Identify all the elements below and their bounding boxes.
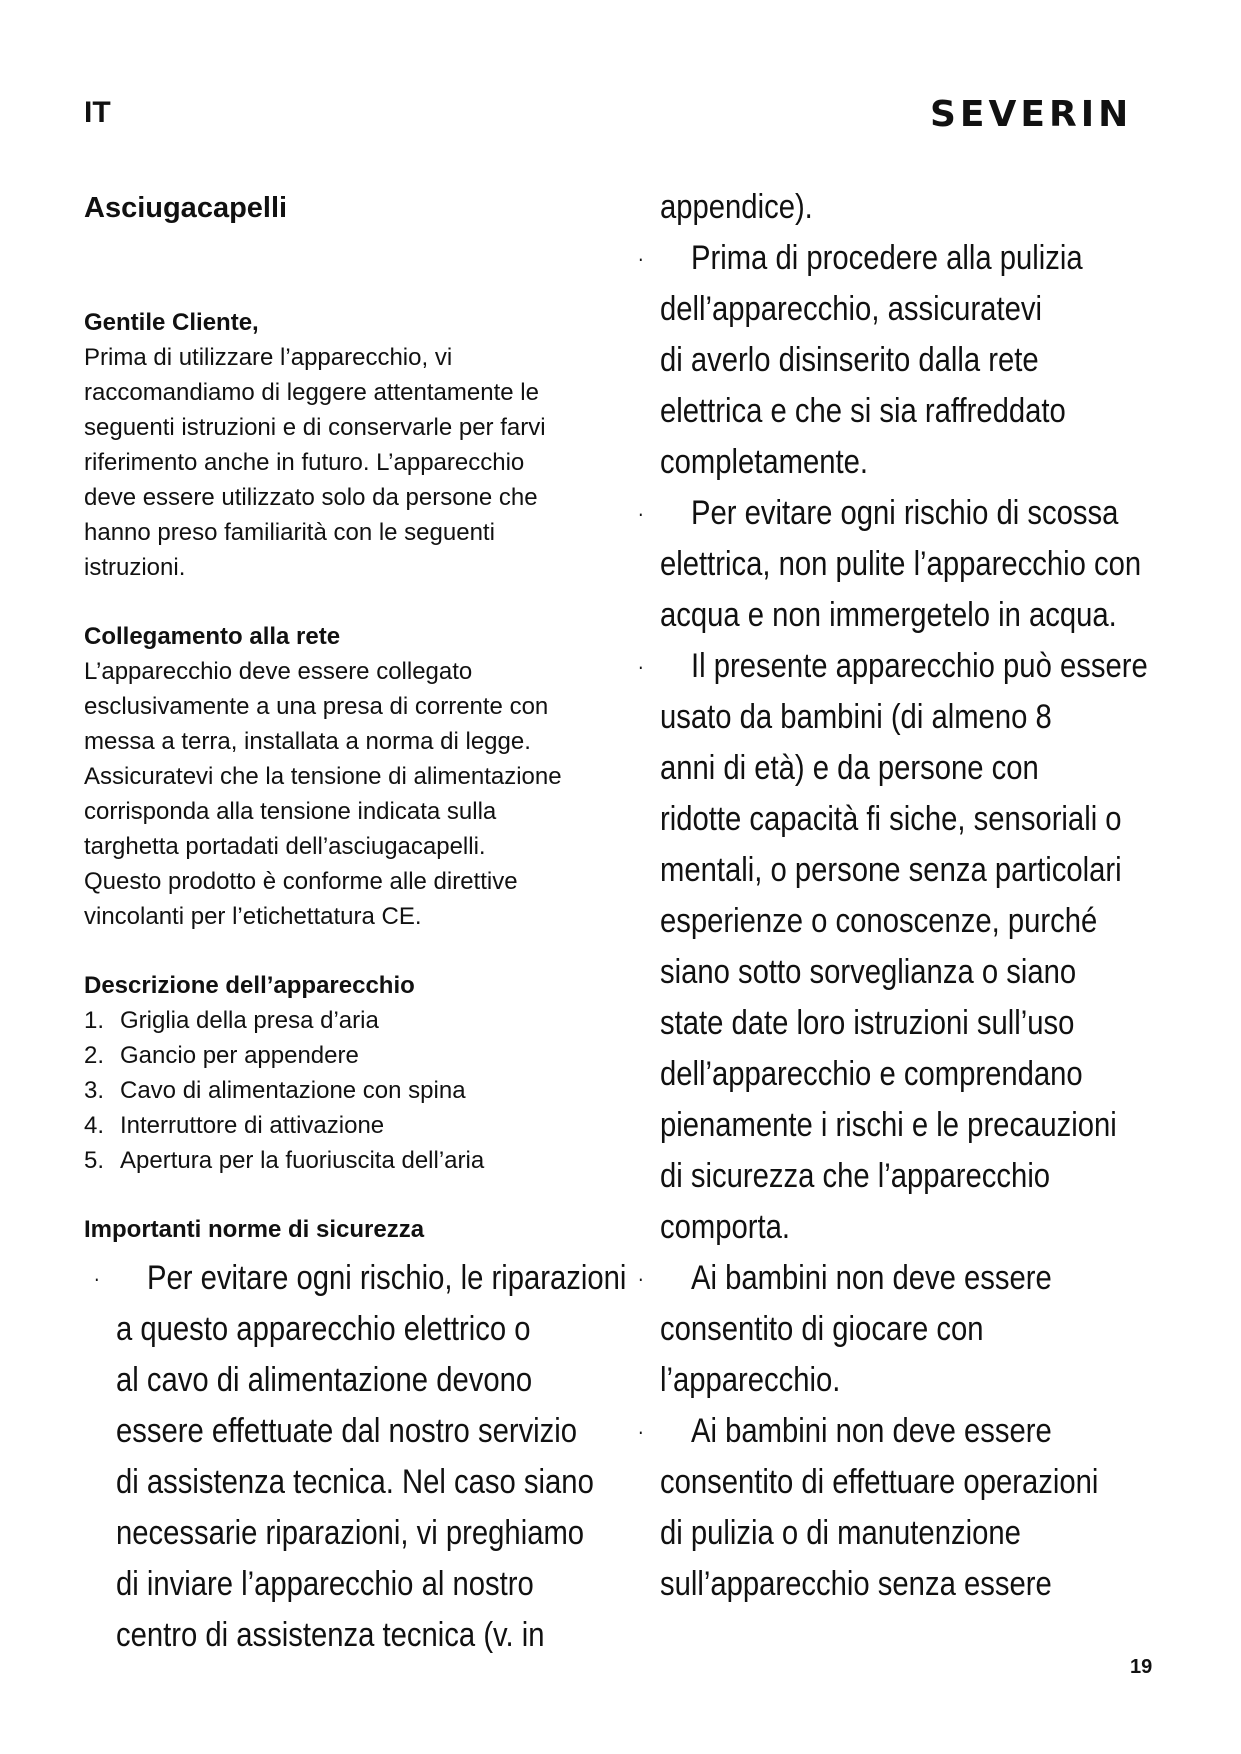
text-line: Questo prodotto è conforme alle direttive: [84, 868, 518, 895]
text-line: hanno preso familiarità con le seguenti: [84, 519, 495, 546]
text-line: corrisponda alla tensione indicata sulla: [84, 798, 497, 825]
text-line: usato da bambini (di almeno 8: [660, 698, 1052, 736]
safety-item: [637, 641, 1176, 1253]
language-code: IT: [84, 96, 111, 129]
text-line: sull’apparecchio senza essere: [660, 1565, 1052, 1603]
text-line: esclusivamente a una presa di corrente con: [84, 693, 549, 720]
text-line: di inviare l’apparecchio al nostro: [116, 1565, 534, 1603]
text-line: consentito di effettuare operazioni: [660, 1463, 1099, 1501]
text-line: di pulizia o di manutenzione: [660, 1514, 1021, 1552]
text-line: Per evitare ogni rischio di scossa: [690, 494, 1119, 532]
page-title: Asciugacapelli: [84, 192, 288, 224]
text-line: l’apparecchio.: [660, 1361, 841, 1399]
text-line: vincolanti per l’etichettatura CE.: [84, 903, 422, 930]
list-item: 3. Cavo di alimentazione con spina: [84, 1077, 466, 1104]
text-line: istruzioni.: [84, 554, 186, 581]
safety-item: [93, 1253, 632, 1661]
text-line: centro di assistenza tecnica (v. in: [116, 1616, 545, 1654]
text-line: acqua e non immergetelo in acqua.: [660, 596, 1117, 634]
text-line: mentali, o persone senza particolari: [660, 851, 1122, 889]
connection-heading: Collegamento alla rete: [84, 623, 341, 650]
text-line: esperienze o conoscenze, purché: [660, 902, 1098, 940]
bullet-icon: ·: [637, 654, 644, 679]
safety-heading: Importanti norme di sicurezza: [84, 1216, 425, 1243]
bullet-icon: ·: [637, 1266, 644, 1291]
text-line: consentito di giocare con: [660, 1310, 984, 1348]
bullet-icon: ·: [637, 501, 644, 526]
safety-item: [637, 1406, 1176, 1610]
text-line: Prima di utilizzare l’apparecchio, vi: [84, 344, 453, 371]
text-line: anni di età) e da persone con: [660, 749, 1039, 787]
bullet-icon: ·: [637, 1419, 644, 1444]
safety-item: [637, 488, 1176, 641]
bullet-icon: ·: [637, 246, 644, 271]
text-line: completamente.: [660, 443, 869, 481]
text-line: necessarie riparazioni, vi preghiamo: [116, 1514, 585, 1552]
connection-text: [84, 654, 644, 934]
parts-list: [84, 1003, 644, 1178]
description-heading: Descrizione dell’apparecchio: [84, 972, 415, 999]
text-line: targhetta portadati dell’asciugacapelli.: [84, 833, 486, 860]
text-line: state date loro istruzioni sull’uso: [660, 1004, 1075, 1042]
text-line: comporta.: [660, 1208, 791, 1246]
text-line: Prima di procedere alla pulizia: [690, 239, 1083, 277]
list-item: 2. Gancio per appendere: [84, 1042, 359, 1069]
text-line: dell’apparecchio e comprendano: [660, 1055, 1083, 1093]
text-line: riferimento anche in futuro. L’apparecchio: [84, 449, 525, 476]
text-line: di assistenza tecnica. Nel caso siano: [116, 1463, 594, 1501]
text-line: a questo apparecchio elettrico o: [116, 1310, 531, 1348]
greeting-text: [84, 340, 644, 585]
text-line: messa a terra, installata a norma di legge.: [84, 728, 531, 755]
left-column: [84, 192, 644, 1661]
text-line: pienamente i rischi e le precauzioni: [660, 1106, 1117, 1144]
brand-logo: SEVERIN: [930, 94, 1133, 135]
bullet-icon: ·: [93, 1266, 100, 1291]
text-line: raccomandiamo di leggere attentamente le: [84, 379, 539, 406]
text-line: di sicurezza che l’apparecchio: [660, 1157, 1051, 1195]
text-line: Ai bambini non deve essere: [690, 1259, 1052, 1297]
text-line: Il presente apparecchio può essere: [690, 647, 1148, 685]
text-line: al cavo di alimentazione devono: [116, 1361, 533, 1399]
safety-continuation: appendice).: [660, 188, 813, 226]
text-line: Per evitare ogni rischio, le riparazioni: [146, 1259, 627, 1297]
text-line: Assicuratevi che la tensione di alimentazione: [84, 763, 562, 790]
text-line: di averlo disinserito dalla rete: [660, 341, 1039, 379]
text-line: dell’apparecchio, assicuratevi: [660, 290, 1042, 328]
list-item: 5. Apertura per la fuoriuscita dell’aria: [84, 1147, 485, 1174]
right-column: [637, 188, 1180, 1610]
page-number: 19: [1130, 1656, 1153, 1678]
text-line: Ai bambini non deve essere: [690, 1412, 1052, 1450]
text-line: essere effettuate dal nostro servizio: [116, 1412, 578, 1450]
text-line: siano sotto sorveglianza o siano: [660, 953, 1077, 991]
text-line: seguenti istruzioni e di conservarle per farvi: [84, 414, 546, 441]
safety-item: [637, 1253, 1176, 1406]
text-line: deve essere utilizzato solo da persone che: [84, 484, 538, 511]
text-line: ridotte capacità fi siche, sensoriali o: [660, 800, 1122, 838]
greeting-heading: Gentile Cliente,: [84, 309, 259, 336]
text-line: elettrica, non pulite l’apparecchio con: [660, 545, 1142, 583]
text-line: elettrica e che si sia raffreddato: [660, 392, 1066, 430]
list-item: 1. Griglia della presa d’aria: [84, 1007, 379, 1034]
safety-item: [637, 233, 1176, 488]
text-line: L’apparecchio deve essere collegato: [84, 658, 473, 685]
list-item: 4. Interruttore di attivazione: [84, 1112, 385, 1139]
